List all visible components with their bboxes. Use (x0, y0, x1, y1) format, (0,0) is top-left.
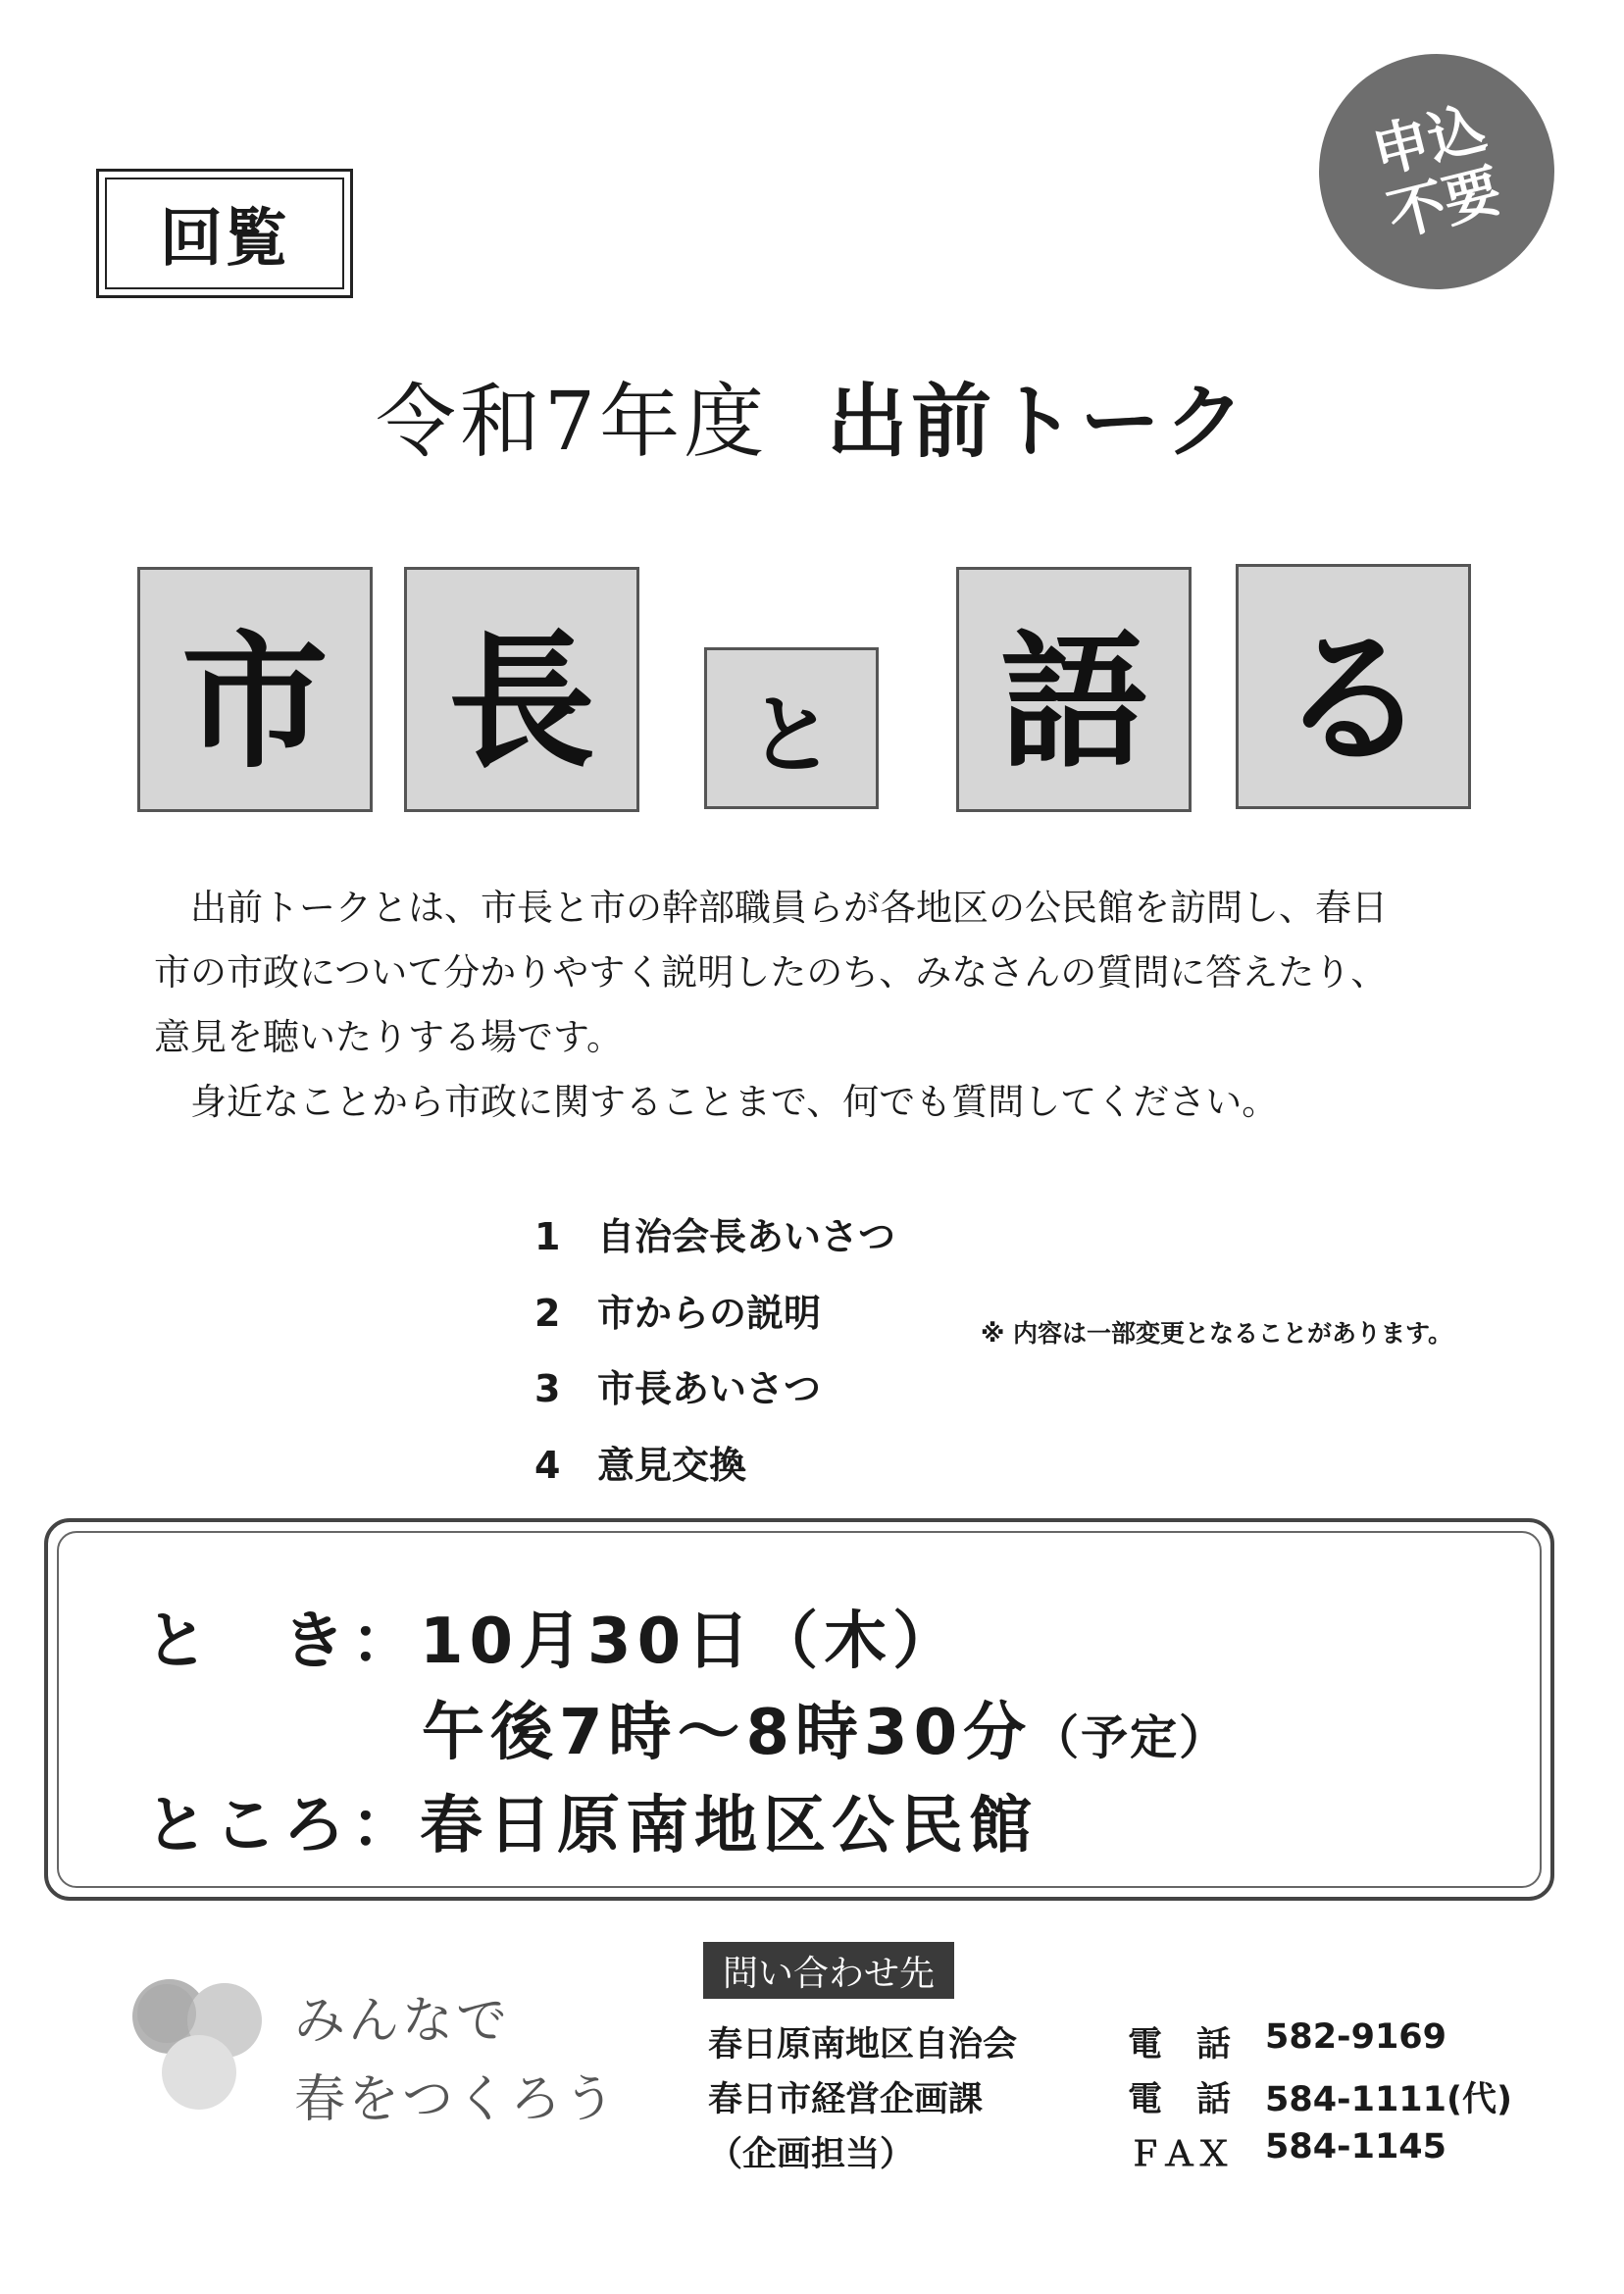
contact-org-2: 春日市経営企画課 (708, 2080, 984, 2119)
slogan-line-2: 春をつくろう (294, 2070, 619, 2129)
subtitle-event: 出前トーク (827, 375, 1249, 469)
intro-line: 出前トークとは、市長と市の幹部職員らが各地区の公民館を訪問し、春日 (154, 887, 1388, 929)
contact-label: 問い合わせ先 (703, 1942, 954, 1999)
title-tile-1: 市 (137, 567, 373, 812)
badge-line-1: 申込 (1365, 93, 1493, 187)
title-tile-2: 長 (404, 567, 639, 812)
agenda-text: 自治会長あいさつ (597, 1215, 896, 1258)
agenda-item (534, 1358, 821, 1412)
agenda-item (534, 1206, 895, 1260)
agenda-item (534, 1435, 746, 1489)
where-value: 春日原南地区公民館 (420, 1790, 1038, 1862)
agenda-text: 市からの説明 (597, 1292, 822, 1335)
contact-org-2-sub: （企画担当） (708, 2135, 915, 2174)
time-line (422, 1682, 1228, 1772)
agenda-text: 意見交換 (597, 1444, 747, 1487)
agenda-text: 市長あいさつ (597, 1367, 822, 1410)
intro-paragraph (154, 876, 1468, 1135)
circulation-label (96, 169, 353, 298)
badge-line-2: 不要 (1381, 156, 1508, 250)
fax-label: ＦＡＸ (1128, 2135, 1232, 2174)
when-line (145, 1591, 961, 1681)
subtitle (0, 358, 1624, 473)
intro-line: 市の市政について分かりやすく説明したのち、みなさんの質問に答えたり、 (154, 951, 1388, 994)
agenda-number: 3 (534, 1367, 561, 1410)
agenda-note: ※ 内容は一部変更となることがあります。 (981, 1319, 1453, 1348)
tel-2: 584-1111(代) (1265, 2080, 1512, 2119)
no-registration-badge (1294, 29, 1580, 315)
title-tile-3: と (704, 647, 879, 809)
where-label: ところ： (145, 1790, 420, 1862)
when-label: と き： (145, 1606, 420, 1678)
intro-line: 身近なことから市政に関することまで、何でも質問してください。 (154, 1081, 1279, 1123)
subtitle-year: 令和7年度 (375, 376, 769, 469)
when-date: 10月30日（木） (420, 1606, 962, 1678)
title-tile-5: る (1236, 564, 1471, 809)
title-tile-4: 語 (956, 567, 1192, 812)
intro-line: 意見を聴いたりする場です。 (154, 1016, 624, 1058)
fax-number: 584-1145 (1265, 2127, 1446, 2167)
tel-label-1: 電 話 (1128, 2025, 1232, 2065)
when-time: 午後7時～8時30分 (422, 1697, 1033, 1769)
tel-label-2: 電 話 (1128, 2080, 1232, 2119)
agenda-number: 2 (534, 1292, 561, 1335)
city-logo (123, 1969, 270, 2116)
tel-1: 582-9169 (1265, 2017, 1446, 2057)
circulation-label-text: 回覧 (105, 178, 344, 289)
contact-org-1: 春日原南地区自治会 (708, 2025, 1018, 2065)
agenda-number: 4 (534, 1444, 561, 1487)
where-line (145, 1775, 1038, 1865)
when-note: （予定） (1032, 1710, 1229, 1765)
agenda-number: 1 (534, 1215, 561, 1258)
agenda-item (534, 1283, 821, 1337)
slogan-line-1: みんなで (294, 1992, 511, 2051)
